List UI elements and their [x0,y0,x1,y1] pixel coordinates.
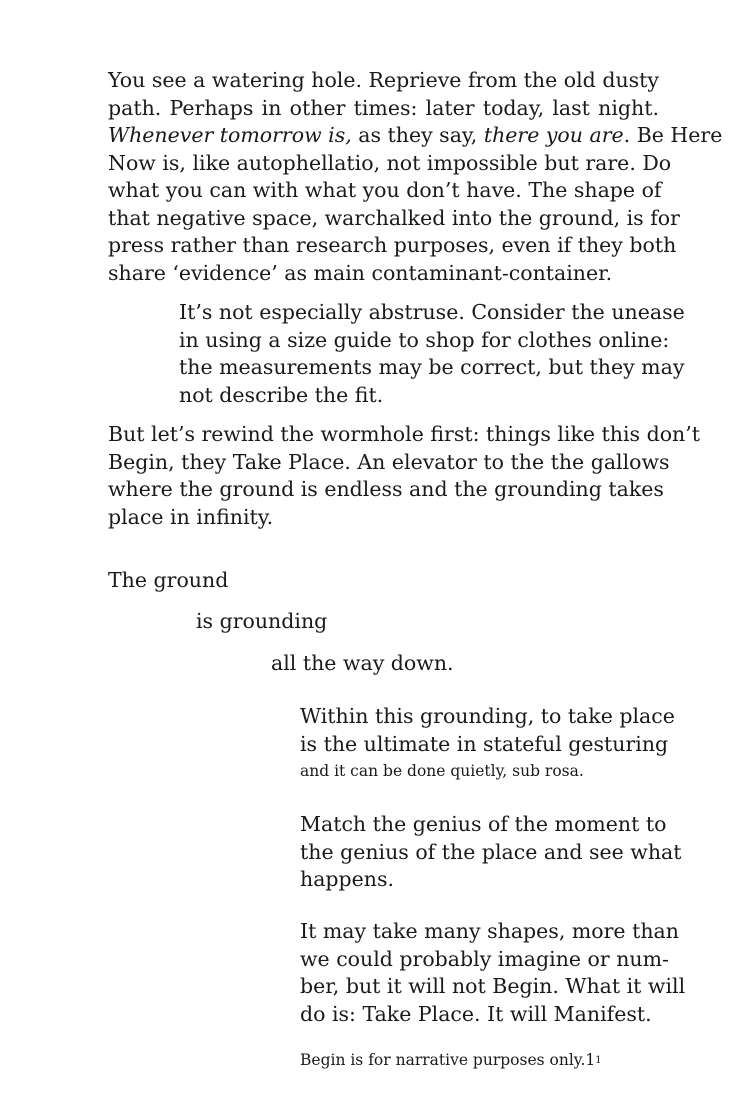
text-line: where the ground is endless and the grounding takes [108,477,664,501]
text-fragment: as they say, [351,123,484,147]
stanza-line: is the ultimate in stateful gesturing [300,731,669,756]
stanza-shapes [300,918,686,1028]
paragraph-wormhole [108,421,700,531]
stanza-line: happens. [300,867,395,891]
text-line-with-italics [108,122,723,150]
italic-phrase: there you are [483,123,624,147]
block-quote [179,299,685,409]
quote-line: in using a size guide to shop for clothes online: [179,327,670,352]
quote-line: It’s not especially abstruse. Consider the unease [179,300,685,324]
text-line: what you can with what you don’t have. The shape of [108,178,662,202]
stanza-line: Match the genius of the moment to [300,812,667,836]
quote-line: the measurements may be correct, but they may [179,355,685,379]
stanza-line: Within this grounding, to take place [300,704,675,728]
footnote [300,1049,602,1072]
text-line: Begin, they Take Place. An elevator to the the gallows [108,449,670,474]
italic-phrase: Whenever tomorrow is, [108,123,352,147]
footnote-text: Begin is for narrative purposes only. [300,1051,586,1069]
stanza-line: It may take many shapes, more than [300,919,679,943]
stanza-line-small: and it can be done quietly, sub rosa. [300,762,584,780]
quote-line: not describe the fit. [179,382,384,407]
stanza-line: do is: Take Place. It will Manifest. [300,1001,652,1026]
stanza-line: the genius of the place and see what [300,839,682,864]
text-line: press rather than research purposes, even if they both [108,233,677,257]
cascade-line-3: all the way down. [271,651,454,675]
stanza-line: we could probably imagine or num- [300,946,669,971]
cascade-line-1: The ground [108,568,229,592]
stanza-grounding [300,703,675,786]
text-line: But let’s rewind the wormhole first: things like this don’t [108,422,700,446]
text-line: path. Perhaps in other times: later today, last night. [108,95,659,120]
paragraph-watering-hole [108,67,723,287]
stanza-line: ber, but it will not Begin. What it will [300,974,686,998]
cascade-line-2: is grounding [196,609,328,633]
footnote-superscript: 1 [595,1055,602,1066]
text-line: You see a watering hole. Reprieve from the old dusty [108,68,659,92]
page-number: 1 [585,1051,596,1069]
text-line: place in infinity. [108,504,274,529]
stanza-genius [300,811,682,894]
text-line: Now is, like autophellatio, not impossible but rare. Do [108,150,672,175]
text-fragment: . Be Here [623,123,723,147]
text-line: share ‘evidence’ as main contaminant-container. [108,260,613,285]
text-line: that negative space, warchalked into the ground, is for [108,205,680,230]
